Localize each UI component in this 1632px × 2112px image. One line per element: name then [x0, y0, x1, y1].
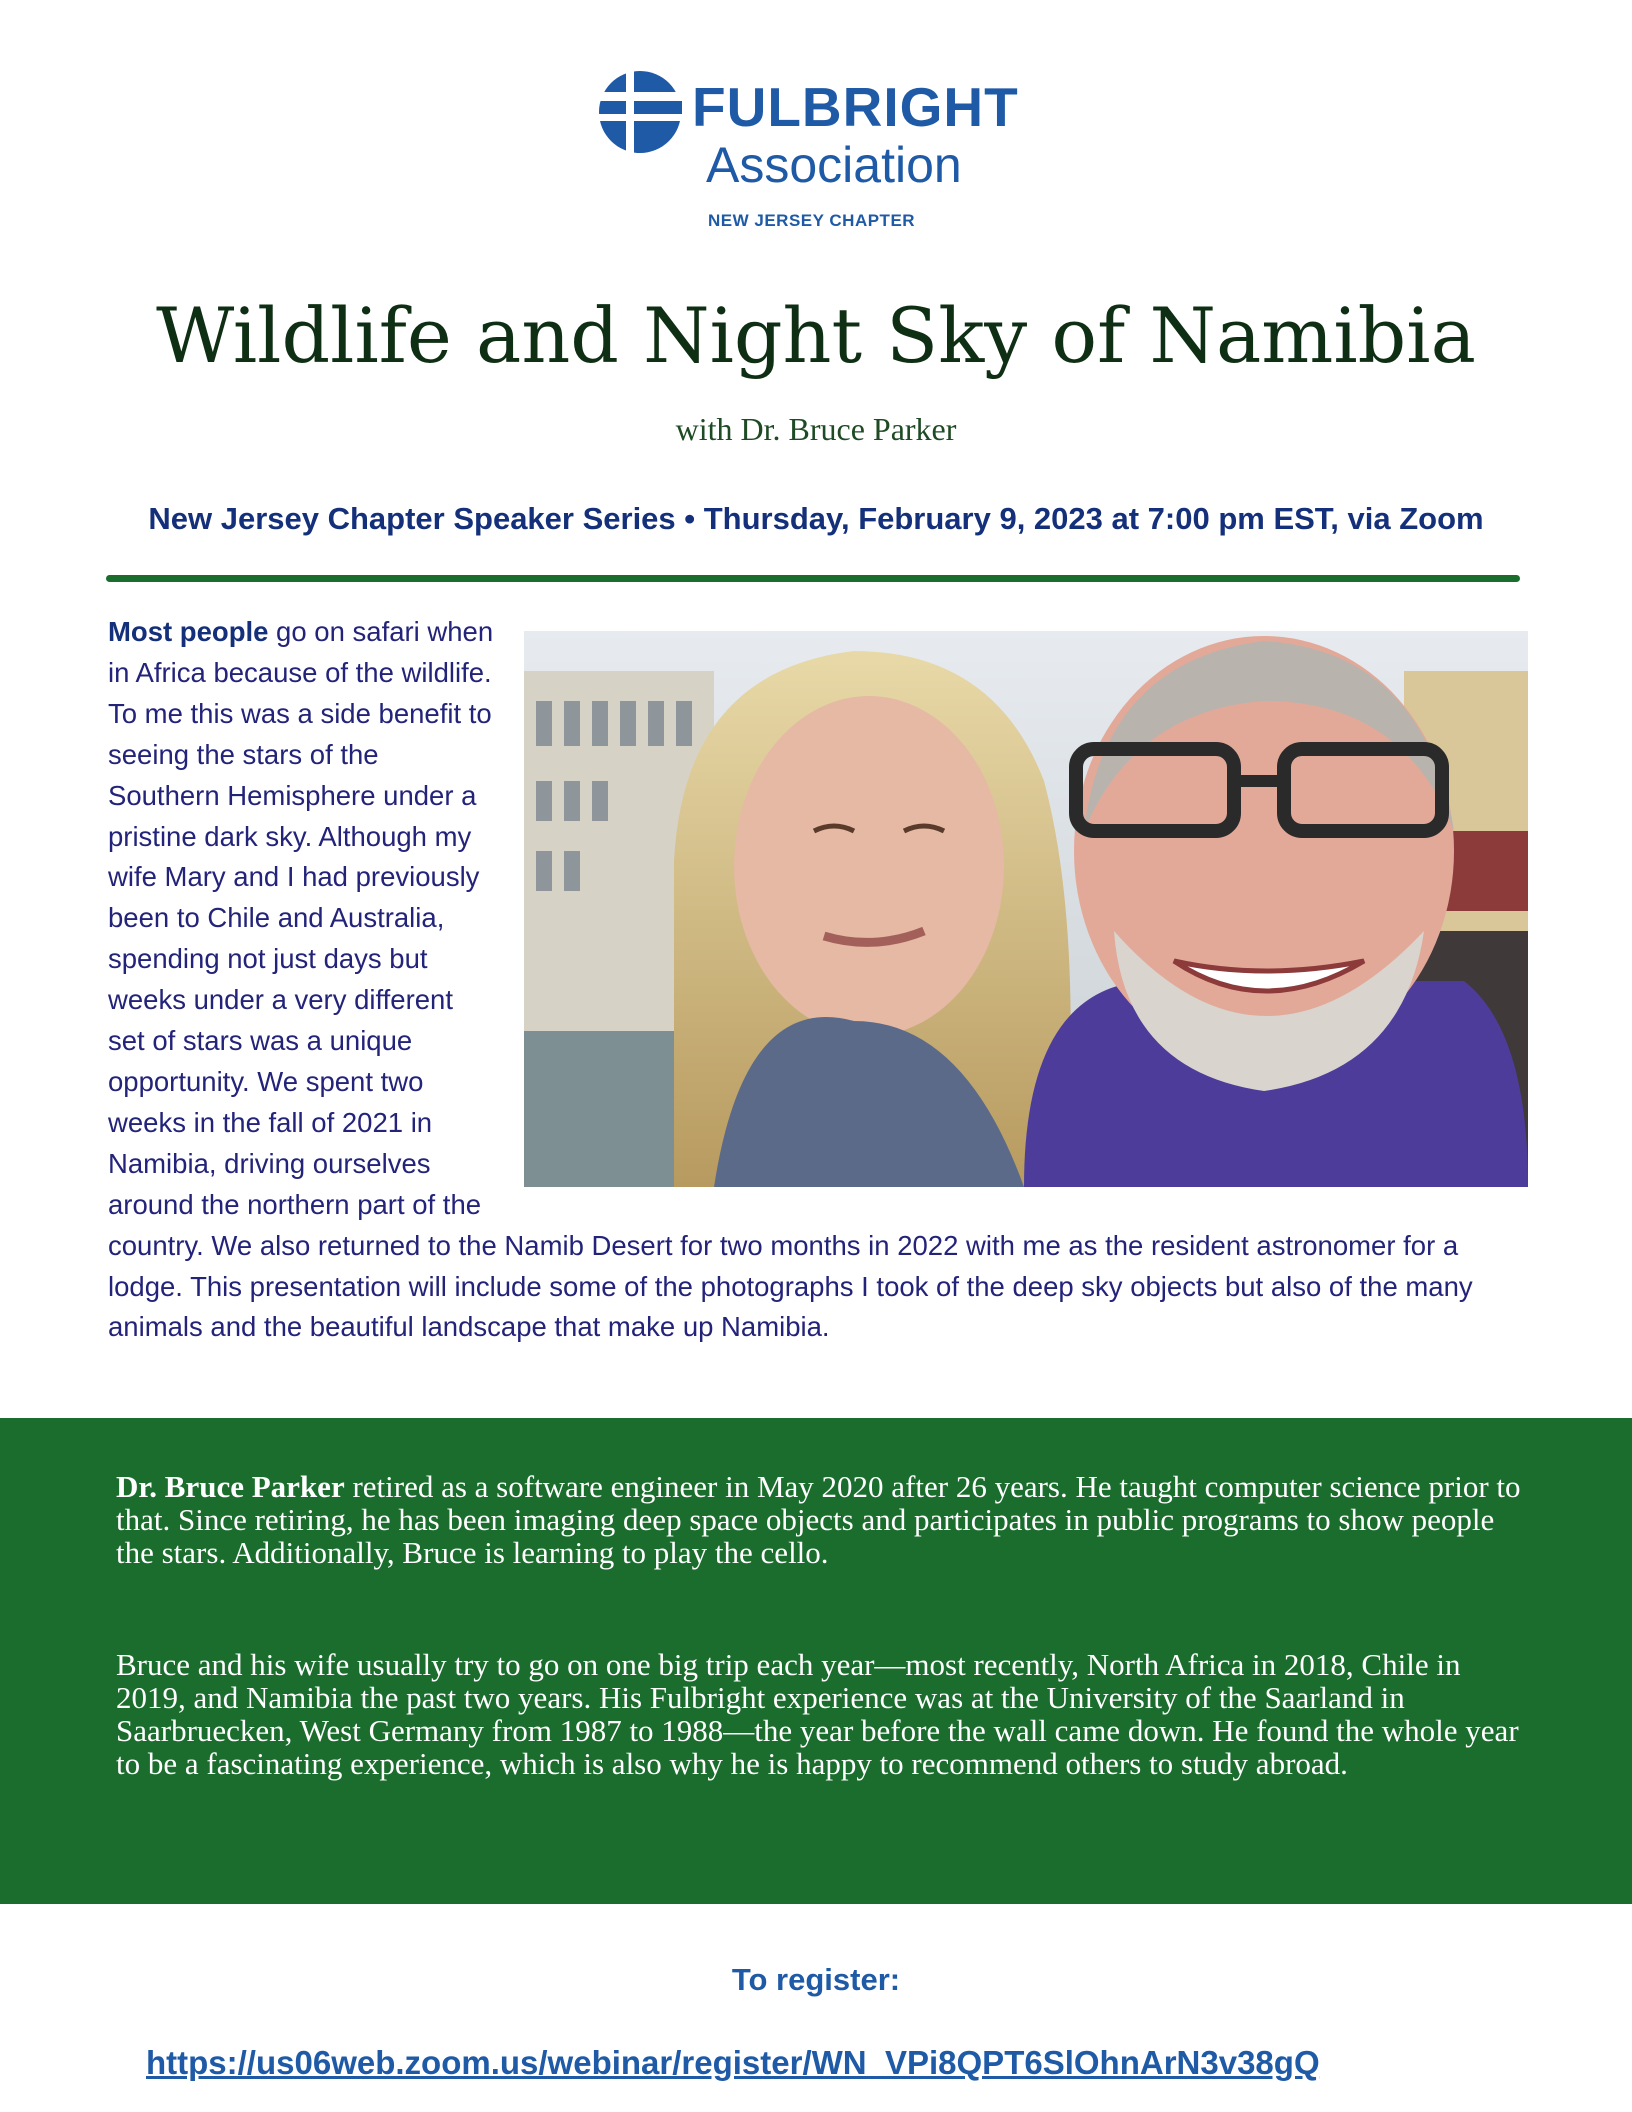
intro-text: go on safari when in Africa because of the wildlife. To me this was a side benefit to seeing the stars of the Southern Hemisphere under a pristine dark sky. Although my wife Mary and I had previously been to Chile and Australia, spending not just days but weeks under a very different set of stars was a unique opportunity. We spent two weeks in the fall of 2021 in Namibia, driving ourselves around the northern part of the country. We also returned to the Namib Desert for two months in 2022 with me as the resident astronomer for a lodge. This presentation will include some of the photographs I took of the deep sky objects but also of the many animals and the beautiful landscape that make up Namibia. — [108, 616, 1473, 1343]
logo-name: FULBRIGHT — [692, 76, 1019, 138]
bio-paragraph-1 — [116, 1470, 1526, 1569]
fulbright-logo — [598, 70, 1038, 240]
divider — [106, 575, 1520, 582]
logo-chapter: NEW JERSEY CHAPTER — [708, 211, 916, 230]
bio-name: Dr. Bruce Parker — [116, 1469, 345, 1504]
event-series-line: New Jersey Chapter Speaker Series • Thursday, February 9, 2023 at 7:00 pm EST, via Zoom — [148, 501, 1484, 536]
event-subtitle: with Dr. Bruce Parker — [675, 411, 957, 447]
bio-text-1: retired as a software engineer in May 2020 after 26 years. He taught computer science prior to that. Since retiring, he has been imaging deep space objects and participates in public programs to show people the stars. Additionally, Bruce is learning to play the cello. — [116, 1469, 1521, 1570]
bio-section — [0, 1418, 1632, 1904]
intro-lead: Most people — [108, 616, 269, 647]
register-label: To register: — [731, 1962, 901, 1997]
intro-paragraph — [108, 612, 1528, 1348]
fulbright-globe-icon — [598, 70, 682, 154]
bio-paragraph-2: Bruce and his wife usually try to go on one big trip each year—most recently, North Africa in 2018, Chile in 2019, and Namibia the past two years. His Fulbright experience was at the University of the Saarland in Saarbruecken, West Germany from 1987 to 1988—the year before the wall came down. He found the whole year to be a fascinating experience, which is also why he is happy to recommend others to study abroad. — [116, 1647, 1519, 1781]
speaker-photo — [524, 631, 1528, 1187]
event-title: Wildlife and Night Sky of Namibia — [156, 291, 1476, 380]
logo-subname: Association — [706, 137, 962, 193]
register-link[interactable]: https://us06web.zoom.us/webinar/register/WN_VPi8QPT6SlOhnArN3v38gQ — [146, 2044, 1320, 2081]
